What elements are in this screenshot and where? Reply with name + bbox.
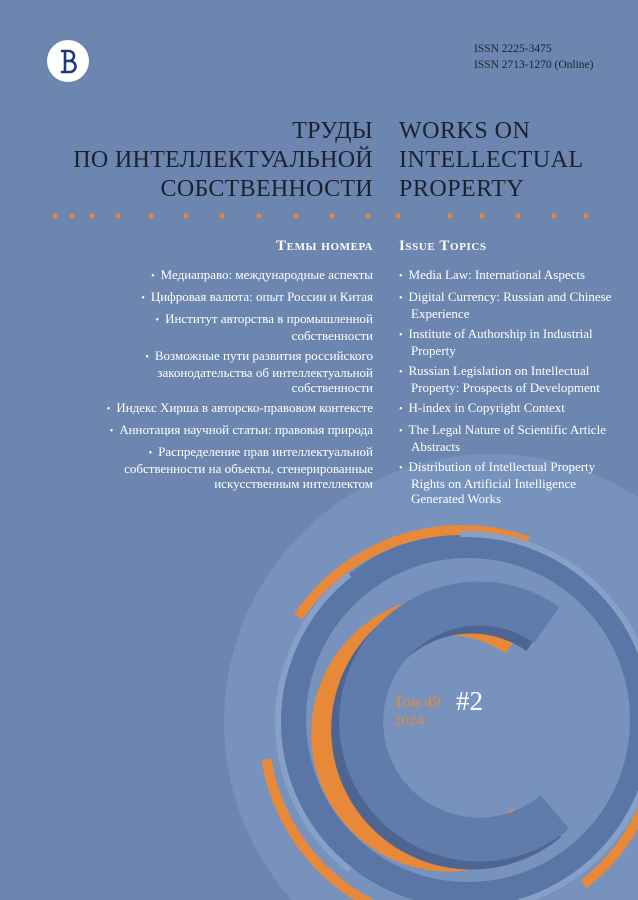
topic-item-en: • Distribution of Intellectual Property Rights on Artificial Intelligence Generated Works bbox=[399, 459, 629, 506]
title-ru-line: СОБСТВЕННОСТИ bbox=[160, 176, 373, 202]
title-en-line: WORKS ON bbox=[399, 118, 531, 144]
volume-label: Том 49 bbox=[394, 694, 441, 711]
topics-heading-en: Issue Topics bbox=[399, 238, 487, 254]
journal-title-ru bbox=[73, 117, 373, 204]
title-en-line: INTELLECTUAL bbox=[399, 147, 584, 173]
topic-item-en: • H-index in Copyright Context bbox=[399, 400, 629, 417]
hse-university-logo-icon bbox=[47, 40, 89, 82]
issn-block bbox=[474, 41, 593, 73]
topics-list-ru bbox=[83, 267, 373, 496]
title-ru-line: ПО ИНТЕЛЛЕКТУАЛЬНОЙ bbox=[73, 147, 373, 173]
issn-print: ISSN 2225-3475 bbox=[474, 43, 552, 55]
topic-item-ru: • Возможные пути развития российского законодательства об интеллектуальной собственности bbox=[83, 348, 373, 395]
topic-item-en: • Russian Legislation on Intellectual Property: Prospects of Development bbox=[399, 363, 629, 395]
title-ru-line: ТРУДЫ bbox=[292, 118, 373, 144]
issn-online: ISSN 2713-1270 (Online) bbox=[474, 59, 594, 71]
topic-item-en: • Institute of Authorship in Industrial Property bbox=[399, 326, 629, 358]
topic-item-ru: • Институт авторства в промышленной собственности bbox=[83, 311, 373, 343]
topic-item-en: • Media Law: International Aspects bbox=[399, 267, 629, 284]
topics-heading-ru: Темы номера bbox=[276, 238, 373, 254]
topic-item-en: • Digital Currency: Russian and Chinese Experience bbox=[399, 289, 629, 321]
topic-item-ru: • Цифровая валюта: опыт России и Китая bbox=[83, 289, 373, 306]
topic-item-en: • The Legal Nature of Scientific Article Abstracts bbox=[399, 422, 629, 454]
university-logo bbox=[47, 40, 89, 82]
topic-item-ru: • Распределение прав интеллектуальной собственности на объекты, сгенерированные искусственным интеллектом bbox=[83, 444, 373, 491]
title-en-line: PROPERTY bbox=[399, 176, 525, 202]
dotted-divider bbox=[52, 211, 592, 221]
topic-item-ru: • Медиаправо: международные аспекты bbox=[83, 267, 373, 284]
topics-list-en bbox=[399, 267, 629, 511]
issue-number: #2 bbox=[456, 686, 483, 716]
topic-item-ru: • Аннотация научной статьи: правовая природа bbox=[83, 422, 373, 439]
issue-year: 2024 bbox=[394, 713, 424, 729]
topic-item-ru: • Индекс Хирша в авторско-правовом контексте bbox=[83, 400, 373, 417]
journal-title-en bbox=[399, 117, 584, 204]
